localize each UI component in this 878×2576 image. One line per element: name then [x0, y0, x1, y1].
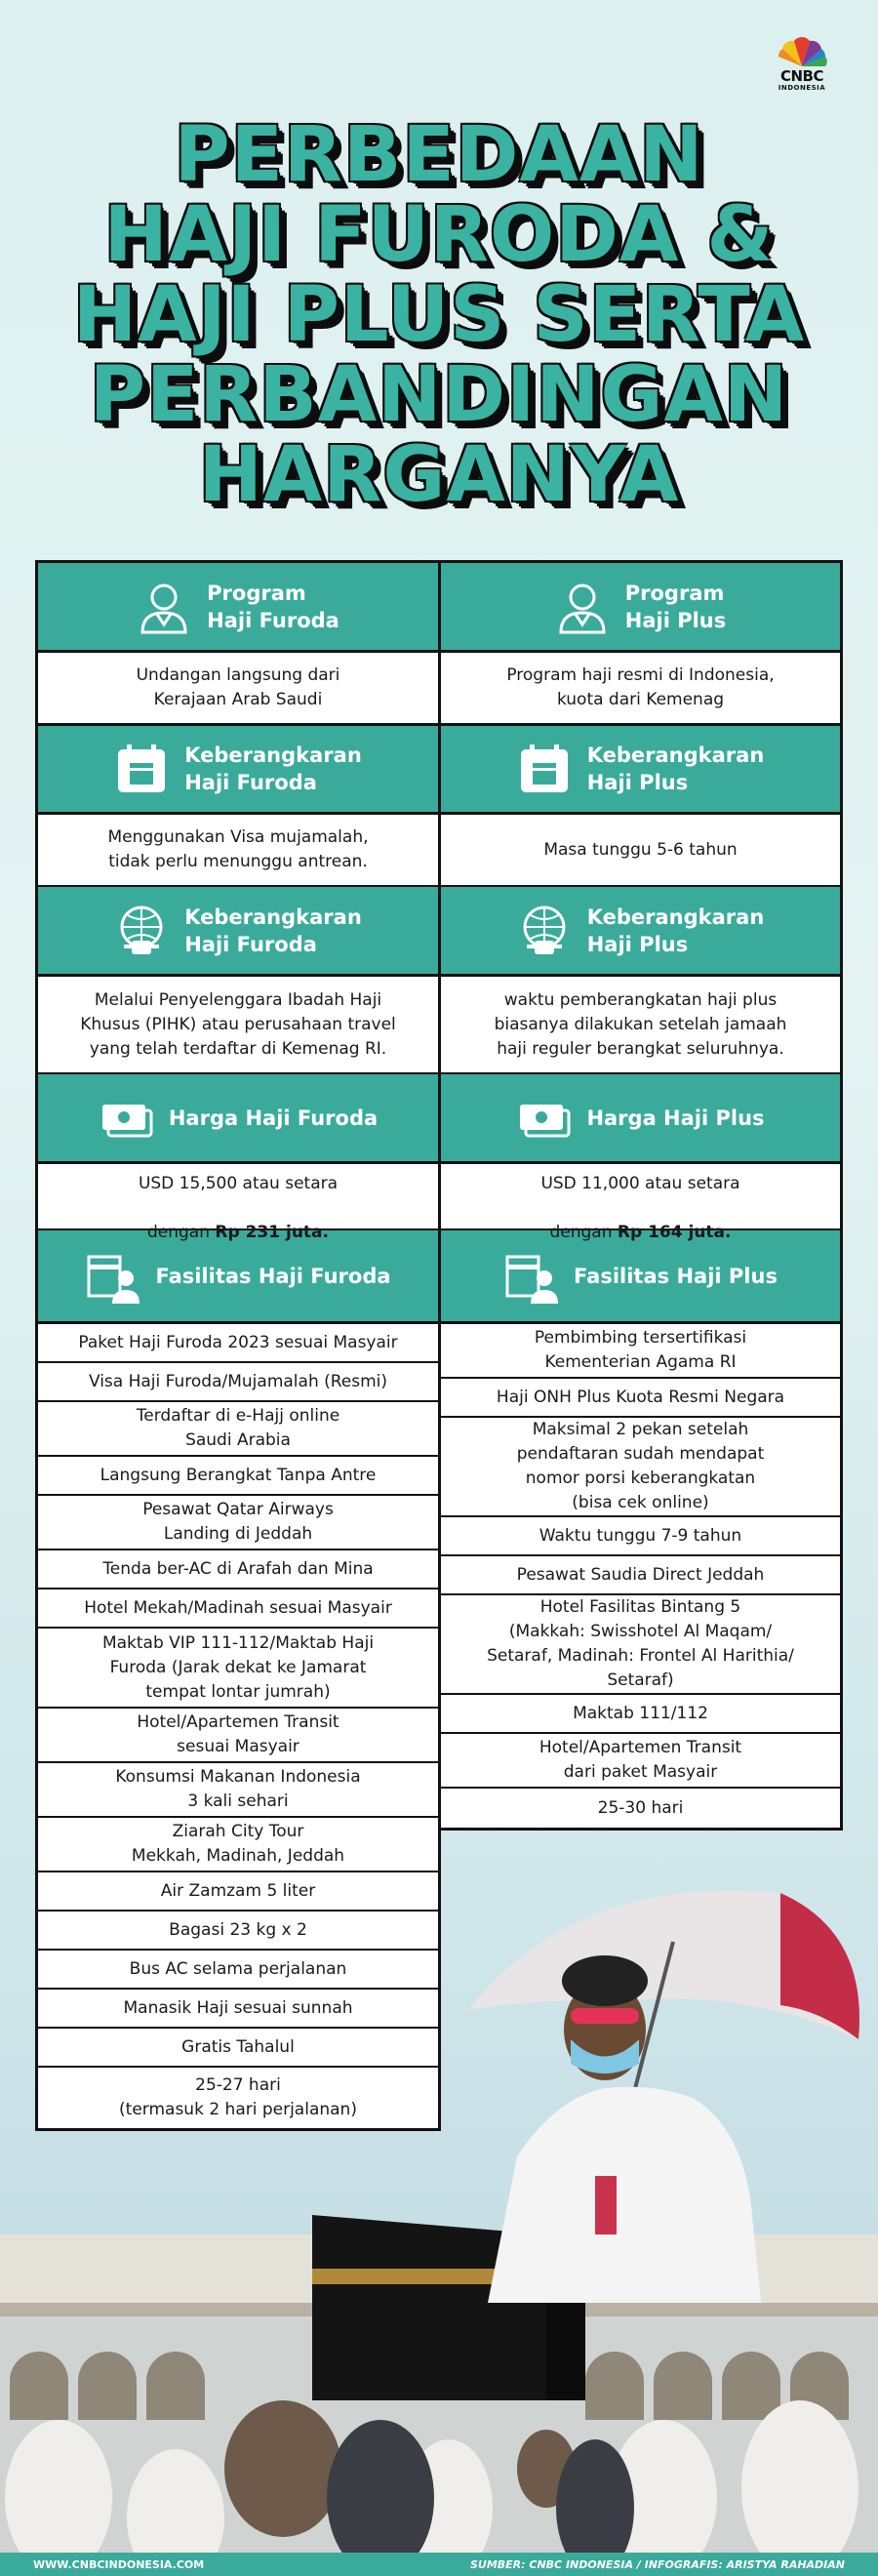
person-icon — [137, 580, 191, 634]
departure-header — [441, 725, 840, 815]
title-line: HAJI PLUS SERTA — [72, 271, 806, 359]
program-title: Program Haji Plus — [624, 581, 727, 632]
footer-source: SUMBER: CNBC INDONESIA / INFOGRAFIS: ARISTYA RAHADIAN — [469, 2557, 845, 2571]
title-line: PERBANDINGAN — [89, 351, 789, 439]
cnbc-logo — [765, 35, 839, 92]
departure-method-desc: Melalui Penyelenggara Ibadah Haji Khusus (PIHK) atau perusahaan travel yang telah terdaftar di Kemenag RI. — [38, 977, 438, 1074]
departure-method-desc: waktu pemberangkatan haji plus biasanya dilakukan setelah jamaah haji reguler berangkat seluruhnya. — [441, 977, 840, 1074]
departure-header — [38, 725, 438, 815]
facility-item: Langsung Berangkat Tanpa Antre — [38, 1457, 438, 1496]
departure-desc: Masa tunggu 5-6 tahun — [441, 815, 840, 887]
kaaba-pilgrim-icon — [85, 1249, 140, 1304]
haji-furoda-column — [35, 560, 441, 2131]
price-desc — [441, 1164, 840, 1242]
price-desc — [38, 1164, 438, 1242]
departure-title: Keberangkaran Haji Plus — [586, 744, 765, 794]
program-header — [38, 563, 438, 653]
program-desc: Undangan langsung dari Kerajaan Arab Saudi — [38, 653, 438, 725]
facility-item: Pembimbing tersertifikasi Kementerian Agama RI — [441, 1324, 840, 1379]
price-prefix: dengan — [549, 1223, 618, 1242]
footer-website: WWW.CNBCINDONESIA.COM — [33, 2557, 205, 2571]
departure-method-title: Keberangkaran Haji Plus — [586, 905, 765, 956]
facilities-list — [441, 1324, 840, 1828]
pilgrim-umbrella-image — [459, 1883, 868, 2303]
peacock-icon — [775, 35, 829, 68]
money-icon — [99, 1091, 153, 1146]
facility-item: 25-30 hari — [597, 1797, 684, 1818]
logo-brand: CNBC — [779, 67, 823, 85]
facility-item: Visa Haji Furoda/Mujamalah (Resmi) — [38, 1363, 438, 1402]
program-desc: Program haji resmi di Indonesia, kuota dari Kemenag — [441, 653, 840, 725]
facility-item: 25-27 hari (termasuk 2 hari perjalanan) — [119, 2075, 357, 2119]
title-line: HAJI FURODA & — [103, 191, 775, 279]
facility-item: Bus AC selama perjalanan — [38, 1951, 438, 1990]
price-title: Harga Haji Plus — [586, 1106, 765, 1130]
facility-item: Gratis Tahalul — [38, 2029, 438, 2068]
facilities-list — [38, 1324, 438, 2128]
facility-item: Hotel/Apartemen Transit dari paket Masyair — [441, 1734, 840, 1789]
footer-bar — [0, 2553, 878, 2576]
title-line: HARGANYA — [198, 431, 680, 519]
facility-item: Bagasi 23 kg x 2 — [38, 1912, 438, 1951]
haji-plus-column — [438, 560, 843, 1831]
calendar-kaaba-icon — [517, 742, 572, 796]
facility-item: Hotel/Apartemen Transit sesuai Masyair — [38, 1709, 438, 1763]
price-line1: USD 11,000 atau setara — [540, 1174, 740, 1193]
facility-item: Air Zamzam 5 liter — [38, 1872, 438, 1912]
price-bold: Rp 231 juta. — [215, 1223, 329, 1242]
facility-item: Hotel Mekah/Madinah sesuai Masyair — [38, 1590, 438, 1629]
facility-item: Waktu tunggu 7-9 tahun — [441, 1517, 840, 1556]
program-header — [441, 563, 840, 653]
program-title: Program Haji Furoda — [207, 581, 339, 632]
facility-item: Terdaftar di e-Hajj online Saudi Arabia — [38, 1402, 438, 1457]
facilities-title: Fasilitas Haji Plus — [574, 1264, 778, 1288]
logo-sub: INDONESIA — [778, 84, 826, 92]
facility-item: Haji ONH Plus Kuota Resmi Negara — [441, 1379, 840, 1418]
facility-item: Manasik Haji sesuai sunnah — [38, 1990, 438, 2029]
facility-item: Pesawat Saudia Direct Jeddah — [441, 1556, 840, 1595]
globe-plane-icon — [517, 904, 572, 958]
departure-method-header — [38, 887, 438, 977]
facility-item: Ziarah City Tour Mekkah, Madinah, Jeddah — [38, 1818, 438, 1872]
person-icon — [555, 580, 610, 634]
globe-plane-icon — [114, 904, 169, 958]
departure-method-header — [441, 887, 840, 977]
facility-item: Maktab 111/112 — [441, 1695, 840, 1734]
departure-method-title: Keberangkaran Haji Furoda — [184, 905, 362, 956]
facility-item: Konsumsi Makanan Indonesia 3 kali sehari — [38, 1763, 438, 1818]
facilities-title: Fasilitas Haji Furoda — [155, 1264, 391, 1288]
facility-item: Paket Haji Furoda 2023 sesuai Masyair — [38, 1324, 438, 1363]
page-title — [39, 111, 839, 519]
departure-desc: Menggunakan Visa mujamalah, tidak perlu menunggu antrean. — [38, 815, 438, 887]
price-line1: USD 15,500 atau setara — [138, 1174, 339, 1193]
price-bold: Rp 164 juta. — [617, 1223, 732, 1242]
departure-title: Keberangkaran Haji Furoda — [184, 744, 362, 794]
title-line: PERBEDAAN — [174, 111, 704, 199]
facility-item: Pesawat Qatar Airways Landing di Jeddah — [38, 1496, 438, 1550]
facility-item: Hotel Fasilitas Bintang 5 (Makkah: Swisshotel Al Maqam/ Setaraf, Madinah: Frontel Al Harithia/ Setaraf) — [441, 1595, 840, 1695]
calendar-kaaba-icon — [114, 742, 169, 796]
price-prefix: dengan — [146, 1223, 216, 1242]
kaaba-pilgrim-icon — [503, 1249, 558, 1304]
facility-item: Maksimal 2 pekan setelah pendaftaran sudah mendapat nomor porsi keberangkatan (bisa cek online) — [441, 1418, 840, 1517]
money-icon — [516, 1091, 571, 1146]
price-title: Harga Haji Furoda — [168, 1106, 379, 1130]
facility-item: Maktab VIP 111-112/Maktab Haji Furoda (Jarak dekat ke Jamarat tempat lontar jumrah) — [38, 1629, 438, 1709]
facility-item: Tenda ber-AC di Arafah dan Mina — [38, 1550, 438, 1590]
